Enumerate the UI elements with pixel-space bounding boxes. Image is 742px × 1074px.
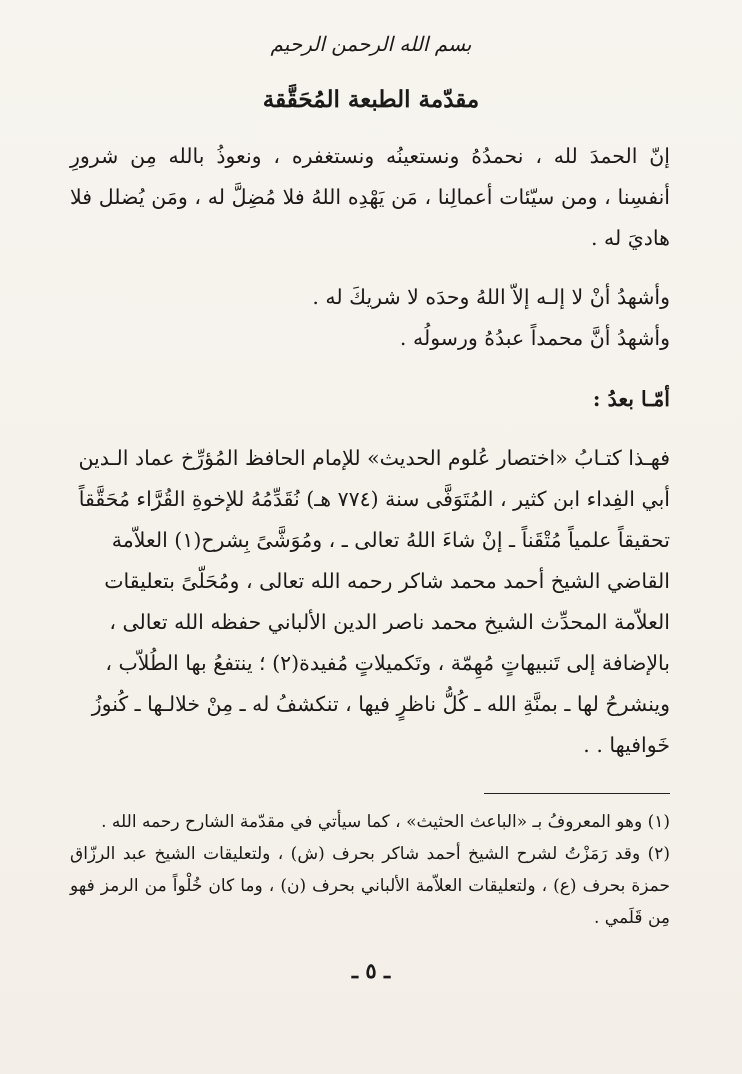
paragraph: إنّ الحمدَ لله ، نحمدُهُ ونستعينُه ونستغفره ، ونعوذُ بالله مِن شرورِ أنفسِنا ، ومن سيّئات أعمالِنا ، مَن يَهْدِه اللهُ فلا مُضِلَّ له ، ومَن يُضلل فلا هاديَ له . <box>70 144 670 250</box>
paragraph: أمّـا بعدُ : <box>592 387 670 411</box>
basmala-heading: بسم الله الرحمن الرحيم <box>270 32 472 56</box>
paragraph: فهـذا كتـابُ «اختصار عُلوم الحديث» للإمام الحافظ المُؤرِّخ عماد الـدين أبي الفِداء ابن كثير ، المُتَوَفَّى سنة (٧٧٤ هـ) نُقَدِّمُهُ للإخوةِ القُرَّاء مُحَقَّقاً تحقيقاً علمياً مُتْقَناً ـ إنْ شاءَ اللهُ تعالى ـ ، ومُوَشَّىً بِشرح(١) العلاّمة القاضي الشيخ أحمد محمد شاكر رحمه الله تعالى ، ومُحَلّىً بتعليقات العلاّمة المحدِّث الشيخ محمد ناصر الدين الألباني حفظه الله تعالى ، بالإضافة إلى تَنبيهاتٍ مُهِمّة ، وتَكميلاتٍ مُفيدة(٢) ؛ ينتفعُ بها الطُلاّب ، وينشرحُ لها ـ بمنَّةِ الله ـ كُلُّ ناظرٍ فيها ، تنكشفُ له ـ مِنْ خلالـها ـ كُنوزُ خَوافيها . . <box>78 446 670 757</box>
footnote-divider <box>484 793 670 794</box>
page-number: ـ ٥ ـ <box>351 958 391 983</box>
footnotes <box>70 806 670 934</box>
main-text <box>70 136 670 766</box>
footnote: (١) وهو المعروفُ بـ «الباعث الحثيث» ، كما سيأتي في مقدّمة الشارح رحمه الله . <box>101 812 670 832</box>
page-title: مقدّمة الطبعة المُحَقَّقة <box>262 86 480 113</box>
paragraph: وأشهدُ أنْ لا إلـه إلاّ اللهُ وحدَه لا شريكَ له . <box>312 285 670 309</box>
footnote: (٢) وقد رَمَزْتُ لشرح الشيخ أحمد شاكر بحرف (ش) ، ولتعليقات الشيخ عبد الرزّاق حمزة بحرف (ع) ، ولتعليقات العلاّمة الألباني بحرف (ن) ، وما كان خُلْواً من الرمز فهو مِن قَلَمي . <box>70 844 670 928</box>
paragraph: وأشهدُ أنَّ محمداً عبدُهُ ورسولُه . <box>399 326 670 350</box>
